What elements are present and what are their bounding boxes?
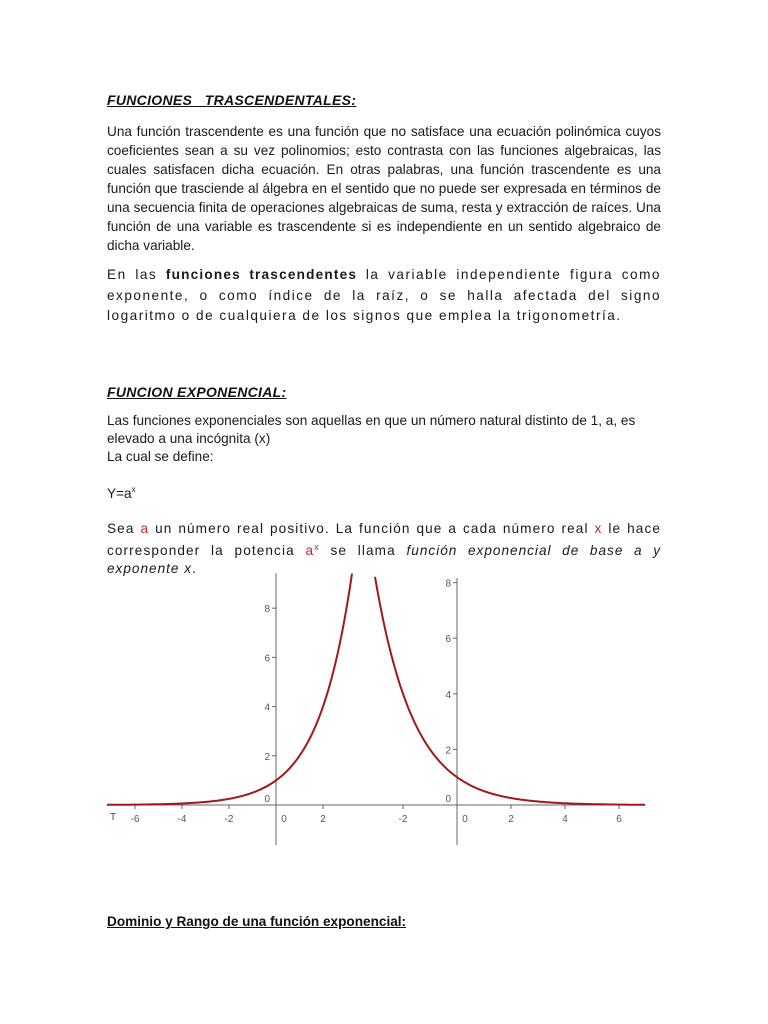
paragraph-definition: Una función trascendente es una función que no satisface una ecuación polinómica cuyos coeficientes sean a su vez polinomios; esto contrasta con las funciones algebraicas, las cuales satisfacen dicha ecuación. En otras palabras, una función trascendente es una función que trasciende al álgebra en el sentido que no puede ser expresada en términos de una secuencia finita de operaciones algebraicas de suma, resta y extracción de raíces. Una función de una variable es trascendente si es independiente en un sentido algebraico de dicha variable.: [107, 124, 661, 253]
y-tick-label: 6: [264, 653, 270, 665]
heading-text: FUNCIONES TRASCENDENTALES: [107, 92, 352, 108]
x-tick-label: -2: [398, 814, 408, 825]
p5-italic: función exponencial de base a y exponente x: [107, 543, 662, 576]
formula-exponent: x: [131, 485, 136, 494]
y-tick-label: 0: [445, 794, 451, 805]
x-tick-label: 4: [562, 814, 568, 825]
var-a: a: [140, 521, 150, 536]
p2-post: la variable independiente figura como exponente, o como índice de la raíz, o se halla afectada del signo logaritmo o de cualquiera de los signos que emplea la trigonometría.: [107, 267, 661, 323]
p5-a: Sea: [107, 521, 141, 536]
p5-b: un número real positivo. La función que a cada número real: [149, 521, 595, 536]
y-tick-label: 2: [445, 745, 451, 757]
exponential-curve: [375, 577, 645, 805]
exponential-curve: [107, 574, 352, 805]
p3-line1: Las funciones exponenciales son aquellas en que un número natural distinto de 1, a, es elevado a una incógnita (x): [107, 413, 636, 446]
y-tick-label: 4: [445, 689, 451, 701]
x-tick-label: -4: [177, 814, 187, 825]
x-tick-label: 6: [616, 814, 622, 825]
y-tick-label: 0: [264, 794, 270, 805]
heading-text: FUNCION EXPONENCIAL: [107, 384, 282, 400]
y-tick-label: 4: [264, 702, 270, 714]
power-exponent: x: [314, 542, 320, 552]
x-tick-label: -6: [130, 814, 140, 825]
p2-pre: En las: [107, 267, 166, 282]
y-tick-label: 6: [445, 634, 451, 646]
y-tick-label: 8: [264, 604, 270, 616]
formula-base: Y=a: [107, 486, 132, 501]
x-tick-label: 2: [508, 814, 514, 825]
p5-d: se llama: [319, 543, 407, 558]
var-x: x: [594, 521, 603, 536]
heading-colon: :: [351, 92, 357, 108]
p5-end: .: [192, 561, 197, 576]
y-tick-label: 8: [445, 578, 451, 590]
heading-colon: :: [281, 384, 287, 400]
x-tick-label: 0: [462, 814, 468, 825]
y-tick-label: 2: [264, 751, 270, 763]
x-tick-label: -2: [224, 814, 234, 825]
chart-extra-label: T: [110, 812, 117, 823]
heading-dominio-rango: Dominio y Rango de una función exponencial:: [107, 914, 407, 929]
p2-bold-term: funciones trascendentes: [165, 267, 358, 282]
p5-c: le hace corresponder la potencia: [107, 521, 661, 558]
power-base: a: [305, 543, 315, 558]
x-tick-label: 0: [281, 814, 287, 825]
p3-line2: La cual se define:: [107, 449, 214, 464]
x-tick-label: 2: [320, 814, 326, 825]
